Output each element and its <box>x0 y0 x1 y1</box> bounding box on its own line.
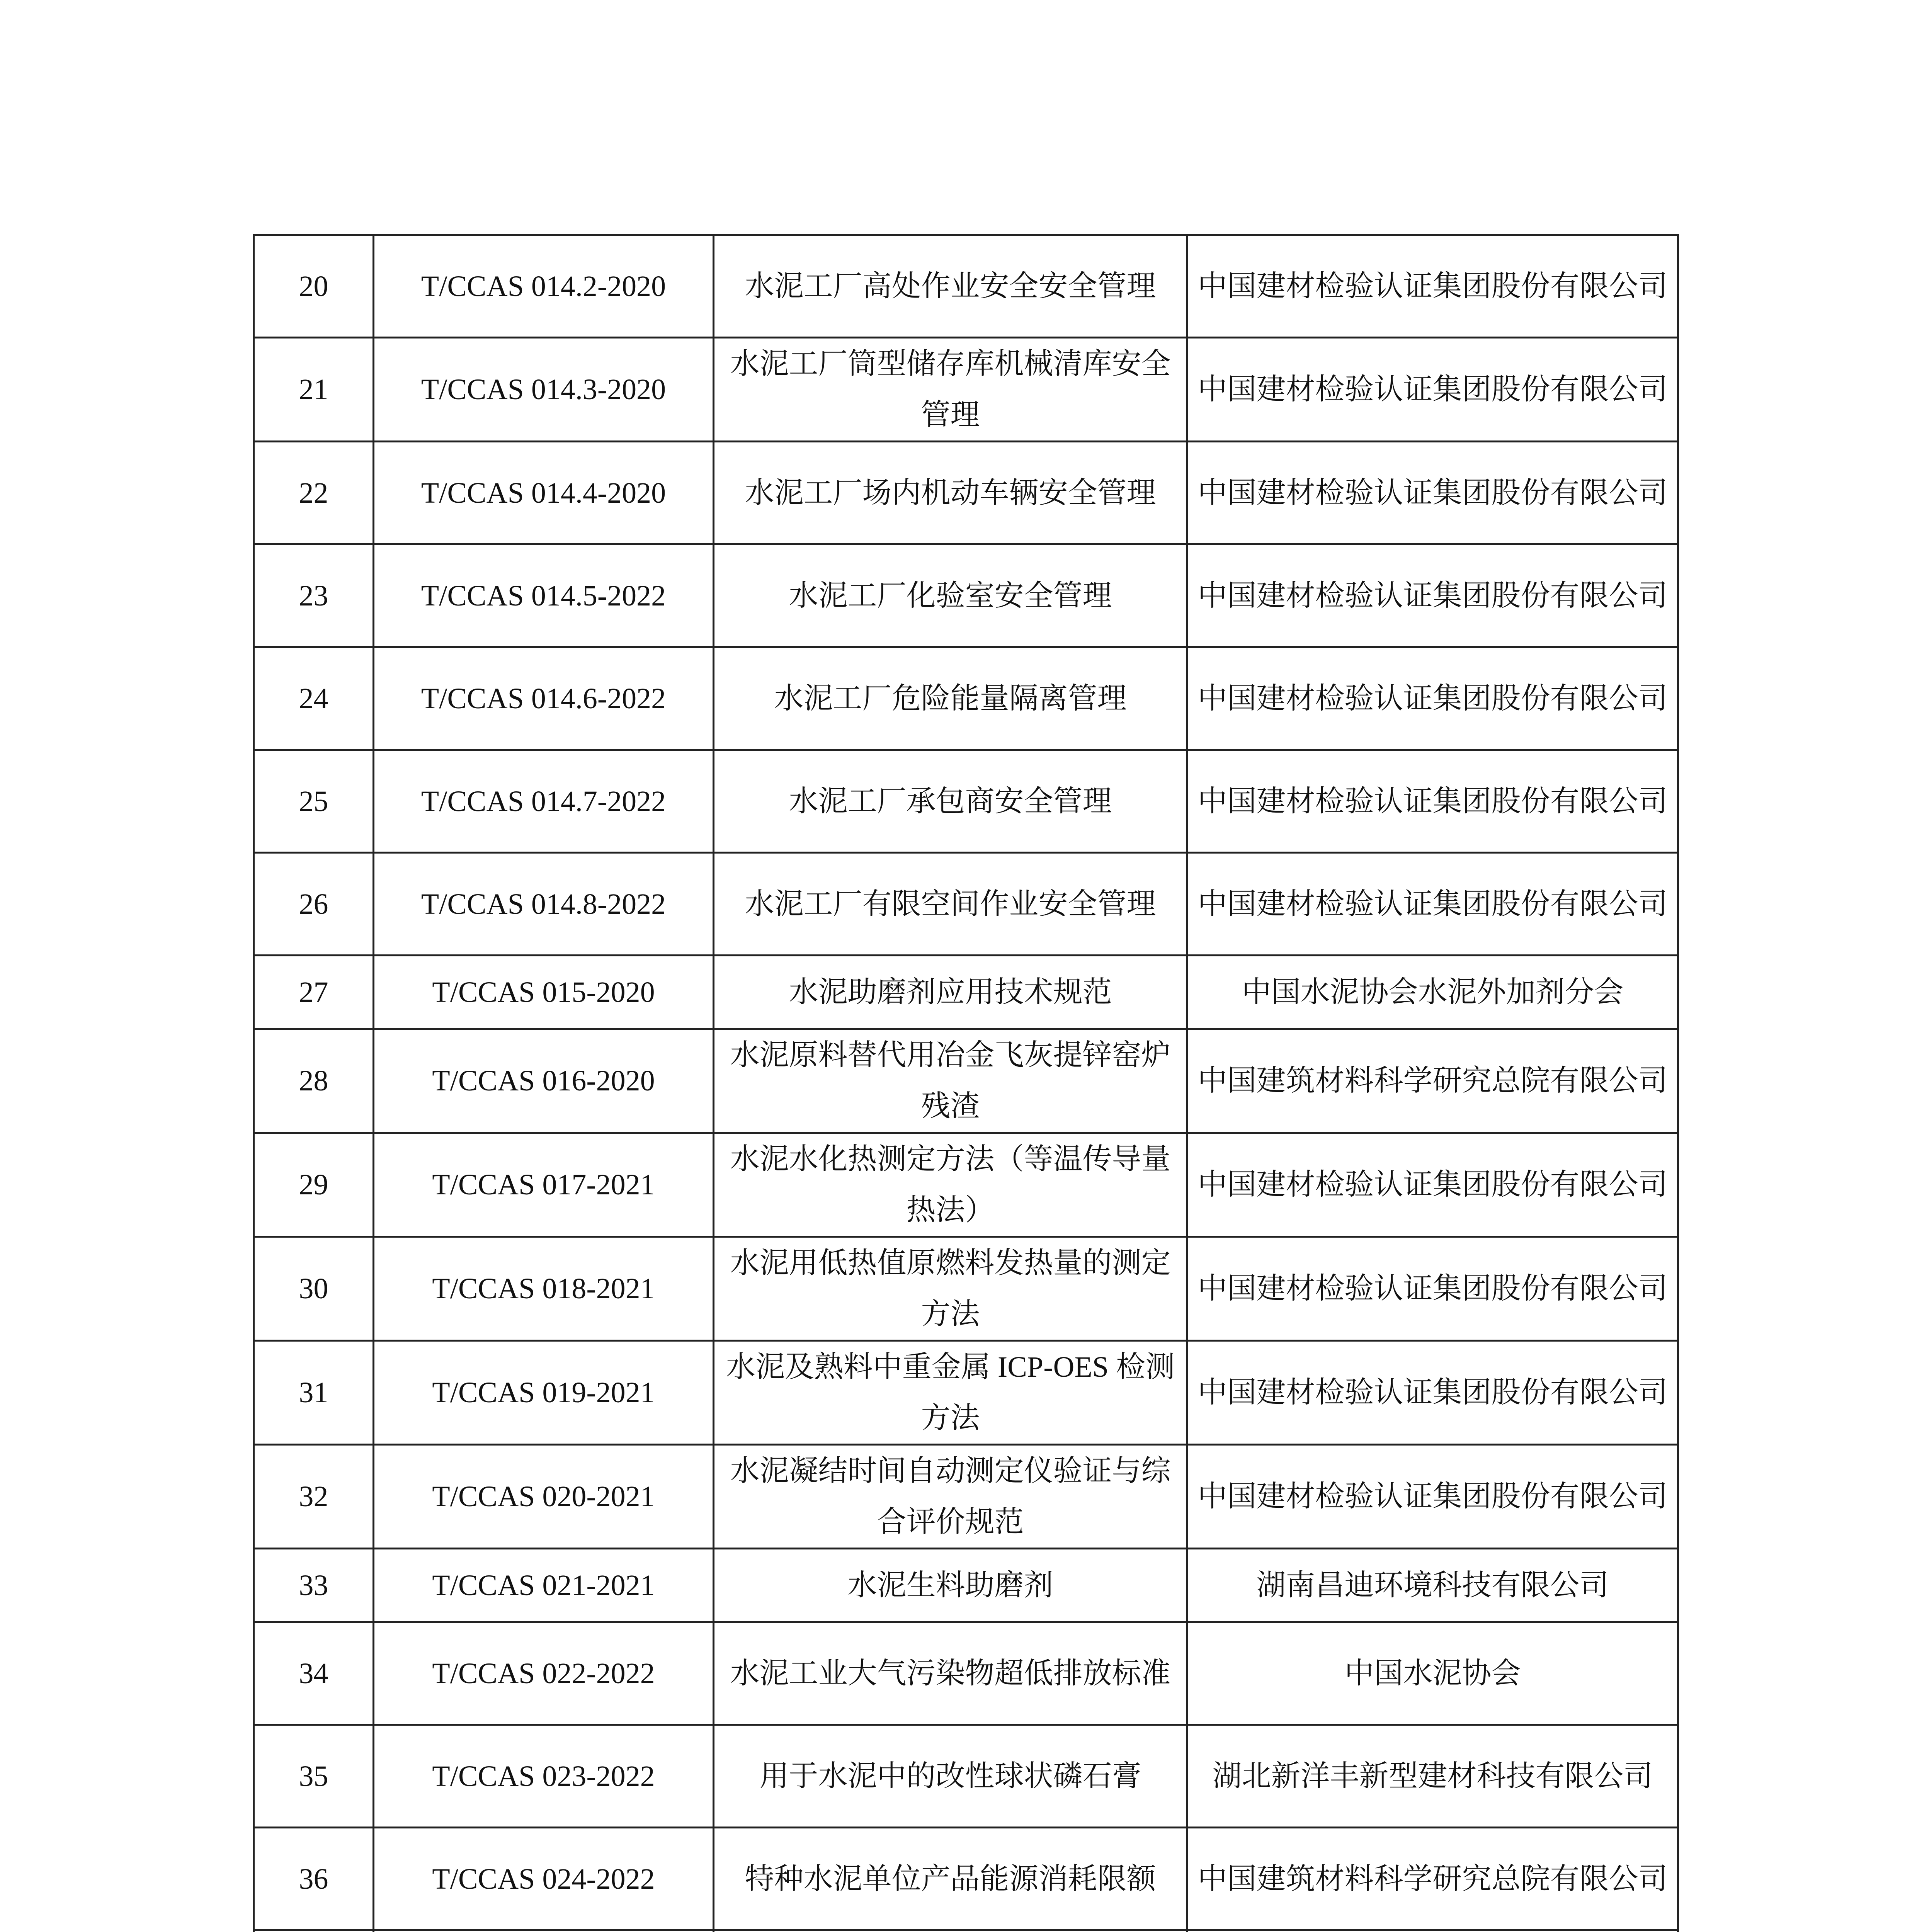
cell-standard-name: 水泥工厂高处作业安全安全管理 <box>714 235 1187 338</box>
cell-standard-code: T/CCAS 015-2020 <box>374 956 714 1029</box>
table-row <box>254 1133 1678 1237</box>
table-row <box>254 1341 1678 1445</box>
cell-standard-code: T/CCAS 023-2022 <box>374 1725 714 1828</box>
cell-organization: 湖南昌迪环境科技有限公司 <box>1187 1549 1678 1622</box>
cell-number: 24 <box>254 647 374 750</box>
cell-standard-code: T/CCAS 014.5-2022 <box>374 544 714 647</box>
cell-number: 33 <box>254 1549 374 1622</box>
cell-organization: 中国建材检验认证集团股份有限公司 <box>1187 442 1678 544</box>
table-row <box>254 1828 1678 1930</box>
table-row <box>254 1237 1678 1341</box>
cell-standard-code: T/CCAS 014.6-2022 <box>374 647 714 750</box>
cell-standard-name: 水泥助磨剂应用技术规范 <box>714 956 1187 1029</box>
table-row <box>254 1622 1678 1725</box>
cell-standard-name: 水泥及熟料中重金属 ICP-OES 检测方法 <box>714 1341 1187 1445</box>
cell-organization: 中国水泥协会水泥外加剂分会 <box>1187 956 1678 1029</box>
table-row <box>254 647 1678 750</box>
cell-organization: 中国建材检验认证集团股份有限公司 <box>1187 544 1678 647</box>
cell-standard-code: T/CCAS 014.3-2020 <box>374 338 714 442</box>
cell-organization: 中国建材检验认证集团股份有限公司 <box>1187 235 1678 338</box>
cell-number: 23 <box>254 544 374 647</box>
cell-number: 20 <box>254 235 374 338</box>
cell-standard-code: T/CCAS 018-2021 <box>374 1237 714 1341</box>
cell-organization: 中国建材检验认证集团股份有限公司 <box>1187 1341 1678 1445</box>
cell-standard-name: 水泥工业大气污染物超低排放标准 <box>714 1622 1187 1725</box>
table-row <box>254 750 1678 853</box>
table-row <box>254 853 1678 956</box>
table-row <box>254 956 1678 1029</box>
cell-organization: 中国建筑材料科学研究总院有限公司 <box>1187 1828 1678 1930</box>
cell-organization <box>1187 1930 1678 1932</box>
cell-standard-code: T/CCAS 014.8-2022 <box>374 853 714 956</box>
table-row <box>254 1445 1678 1549</box>
cell-organization: 中国建材检验认证集团股份有限公司 <box>1187 338 1678 442</box>
cell-organization: 中国建材检验认证集团股份有限公司 <box>1187 1237 1678 1341</box>
cell-standard-name: 水泥用低热值原燃料发热量的测定方法 <box>714 1237 1187 1341</box>
cell-standard-name: 水泥凝结时间自动测定仪验证与综合评价规范 <box>714 1445 1187 1549</box>
table-row <box>254 544 1678 647</box>
cell-number: 35 <box>254 1725 374 1828</box>
cell-standard-name: 水泥工厂承包商安全管理 <box>714 750 1187 853</box>
cell-number: 22 <box>254 442 374 544</box>
cell-standard-name: 水泥工厂化验室安全管理 <box>714 544 1187 647</box>
cell-number: 25 <box>254 750 374 853</box>
cell-standard-name: 特种水泥单位产品能源消耗限额 <box>714 1828 1187 1930</box>
cell-number: 32 <box>254 1445 374 1549</box>
cell-number: 34 <box>254 1622 374 1725</box>
cell-number <box>254 1930 374 1932</box>
cell-standard-name: 水泥工厂场内机动车辆安全管理 <box>714 442 1187 544</box>
cell-organization: 湖北新洋丰新型建材科技有限公司 <box>1187 1725 1678 1828</box>
cell-standard-name: 水泥工厂筒型储存库机械清库安全管理 <box>714 338 1187 442</box>
cell-organization: 中国建材检验认证集团股份有限公司 <box>1187 647 1678 750</box>
cell-standard-name: 水泥水化热测定方法（等温传导量热法） <box>714 1133 1187 1237</box>
cell-number: 26 <box>254 853 374 956</box>
cell-standard-code: T/CCAS 017-2021 <box>374 1133 714 1237</box>
cell-standard-code: T/CCAS 019-2021 <box>374 1341 714 1445</box>
cell-standard-code: T/CCAS 021-2021 <box>374 1549 714 1622</box>
cell-organization: 中国建筑材料科学研究总院有限公司 <box>1187 1029 1678 1133</box>
cell-number: 27 <box>254 956 374 1029</box>
table-row <box>254 235 1678 338</box>
cell-organization: 中国水泥协会 <box>1187 1622 1678 1725</box>
cell-organization: 中国建材检验认证集团股份有限公司 <box>1187 1133 1678 1237</box>
table-body <box>254 235 1678 1932</box>
cell-number: 21 <box>254 338 374 442</box>
cell-number: 36 <box>254 1828 374 1930</box>
table-row <box>254 442 1678 544</box>
cell-standard-name: 水泥原料替代用冶金飞灰提锌窑炉残渣 <box>714 1029 1187 1133</box>
cell-standard-code: T/CCAS 016-2020 <box>374 1029 714 1133</box>
cell-number: 30 <box>254 1237 374 1341</box>
cell-standard-code <box>374 1930 714 1932</box>
cell-standard-code: T/CCAS 024-2022 <box>374 1828 714 1930</box>
cell-standard-code: T/CCAS 014.7-2022 <box>374 750 714 853</box>
table-row <box>254 1029 1678 1133</box>
table-row <box>254 1549 1678 1622</box>
cell-standard-name: 用于水泥中的改性球状磷石膏 <box>714 1725 1187 1828</box>
table-row <box>254 1930 1678 1932</box>
table-row <box>254 338 1678 442</box>
cell-standard-code: T/CCAS 014.4-2020 <box>374 442 714 544</box>
cell-organization: 中国建材检验认证集团股份有限公司 <box>1187 853 1678 956</box>
cell-standard-code: T/CCAS 020-2021 <box>374 1445 714 1549</box>
cell-number: 28 <box>254 1029 374 1133</box>
standards-table <box>253 234 1679 1932</box>
table-row <box>254 1725 1678 1828</box>
cell-standard-name: 水泥工厂有限空间作业安全管理 <box>714 853 1187 956</box>
cell-number: 31 <box>254 1341 374 1445</box>
cell-standard-name: 水泥生料助磨剂 <box>714 1549 1187 1622</box>
cell-number: 29 <box>254 1133 374 1237</box>
cell-standard-name: 水泥工厂危险能量隔离管理 <box>714 647 1187 750</box>
cell-standard-name <box>714 1930 1187 1932</box>
cell-organization: 中国建材检验认证集团股份有限公司 <box>1187 750 1678 853</box>
cell-standard-code: T/CCAS 014.2-2020 <box>374 235 714 338</box>
cell-standard-code: T/CCAS 022-2022 <box>374 1622 714 1725</box>
cell-organization: 中国建材检验认证集团股份有限公司 <box>1187 1445 1678 1549</box>
